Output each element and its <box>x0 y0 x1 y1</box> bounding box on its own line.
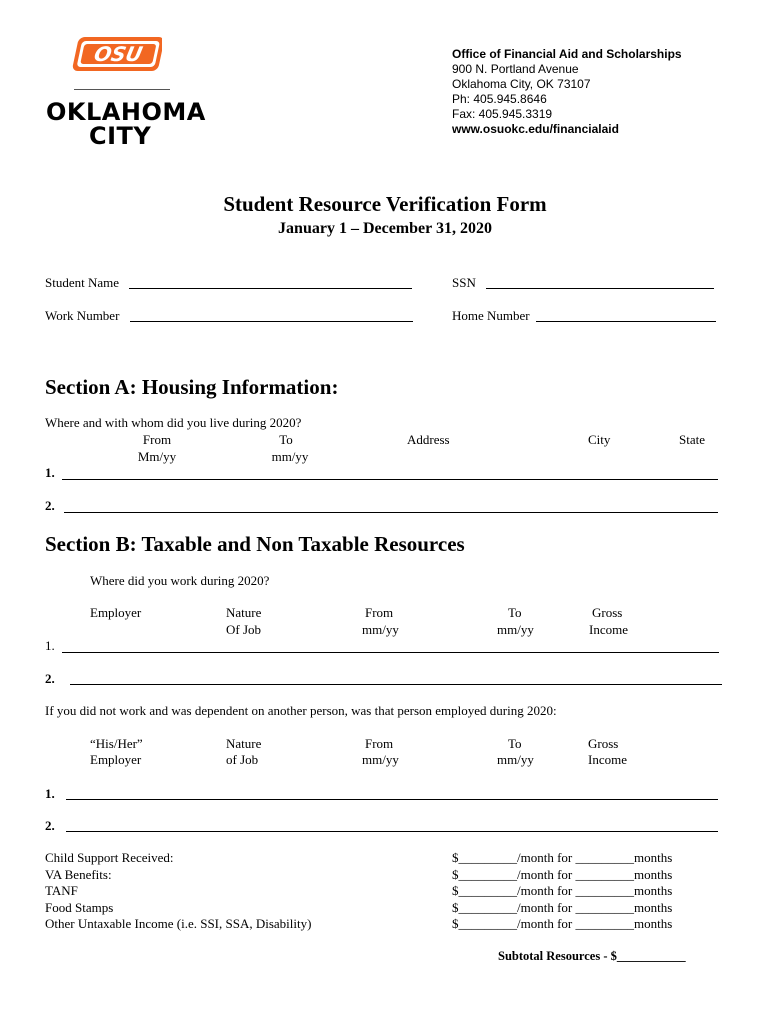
col-from: From <box>365 605 394 620</box>
logo-oklahoma: OKLAHOMA <box>46 98 206 126</box>
ssn-field[interactable] <box>486 288 714 289</box>
work-number-label: Work Number <box>45 308 120 323</box>
logo-divider <box>74 89 170 90</box>
col-nature-sub: Of Job <box>226 622 262 637</box>
office-fax: Fax: 405.945.3319 <box>452 107 553 121</box>
dep-col-to-sub: mm/yy <box>497 752 534 767</box>
resource-label: Food Stamps <box>45 900 114 915</box>
dep-col-gross: Gross <box>588 736 619 751</box>
office-street: 900 N. Portland Avenue <box>452 62 579 76</box>
section-a-heading: Section A: Housing Information: <box>45 375 339 399</box>
col-to: To <box>279 432 293 447</box>
resource-amount[interactable]: $_________/month for _________months <box>452 916 673 931</box>
resource-label: Child Support Received: <box>45 850 174 865</box>
section-a-question: Where and with whom did you live during 2020? <box>45 415 302 430</box>
col-from-sub: mm/yy <box>362 622 399 637</box>
resource-amount[interactable]: $_________/month for _________months <box>452 850 673 865</box>
work-row-1-field[interactable] <box>62 652 719 653</box>
col-city: City <box>588 432 611 447</box>
dep-col-employer-1: “His/Her” <box>90 736 143 751</box>
col-employer: Employer <box>90 605 142 620</box>
col-from: From <box>142 432 172 447</box>
resource-amount[interactable]: $_________/month for _________months <box>452 867 673 882</box>
col-address: Address <box>407 432 450 447</box>
col-state: State <box>679 432 705 447</box>
col-to-sub: mm/yy <box>497 622 534 637</box>
section-b-heading: Section B: Taxable and Non Taxable Resources <box>45 532 465 556</box>
resource-amount[interactable]: $_________/month for _________months <box>452 900 673 915</box>
col-nature: Nature <box>226 605 262 620</box>
form-period: January 1 – December 31, 2020 <box>278 220 492 237</box>
dep-col-employer-2: Employer <box>90 752 142 767</box>
office-phone: Ph: 405.945.8646 <box>452 92 547 106</box>
osu-logo-text: OSU <box>91 42 145 66</box>
col-to-sub: mm/yy <box>271 449 309 464</box>
col-gross: Gross <box>592 605 623 620</box>
col-gross-sub: Income <box>589 622 628 637</box>
work-row-2-field[interactable] <box>70 684 722 685</box>
osu-logo-mark-icon <box>70 32 162 78</box>
dep-row-1-number: 1. <box>45 786 55 801</box>
dep-col-nature-sub: of Job <box>226 752 259 767</box>
dep-col-from: From <box>365 736 394 751</box>
resource-label: TANF <box>45 883 78 898</box>
work-row-2-number: 2. <box>45 671 55 686</box>
resource-label: VA Benefits: <box>45 867 112 882</box>
housing-row-1-number: 1. <box>45 465 55 480</box>
ssn-label: SSN <box>452 275 476 290</box>
dep-col-nature: Nature <box>226 736 262 751</box>
col-from-sub: Mm/yy <box>137 449 177 464</box>
dep-row-2-number: 2. <box>45 818 55 833</box>
dep-col-gross-sub: Income <box>588 752 627 767</box>
home-number-field[interactable] <box>536 321 716 322</box>
housing-row-2-number: 2. <box>45 498 55 513</box>
col-to: To <box>508 605 522 620</box>
section-b-question: Where did you work during 2020? <box>90 573 270 588</box>
housing-row-1-field[interactable] <box>62 479 718 480</box>
office-web[interactable]: www.osuokc.edu/financialaid <box>452 122 619 136</box>
subtotal-resources[interactable]: Subtotal Resources - $___________ <box>498 949 686 963</box>
student-name-label: Student Name <box>45 275 120 290</box>
resource-amount[interactable]: $_________/month for _________months <box>452 883 673 898</box>
work-number-field[interactable] <box>130 321 413 322</box>
work-row-1-number: 1. <box>45 638 55 653</box>
student-name-field[interactable] <box>129 288 412 289</box>
office-name: Office of Financial Aid and Scholarships <box>452 47 682 61</box>
office-city: Oklahoma City, OK 73107 <box>452 77 591 91</box>
dep-row-1-field[interactable] <box>66 799 718 800</box>
dep-row-2-field[interactable] <box>66 831 718 832</box>
dep-col-from-sub: mm/yy <box>362 752 399 767</box>
resource-label: Other Untaxable Income (i.e. SSI, SSA, Disability) <box>45 916 312 931</box>
logo-city: CITY <box>89 122 152 150</box>
home-number-label: Home Number <box>452 308 530 323</box>
dependent-question: If you did not work and was dependent on another person, was that person employed during 2020: <box>45 703 557 718</box>
form-title: Student Resource Verification Form <box>223 192 547 216</box>
dep-col-to: To <box>508 736 522 751</box>
housing-row-2-field[interactable] <box>64 512 718 513</box>
